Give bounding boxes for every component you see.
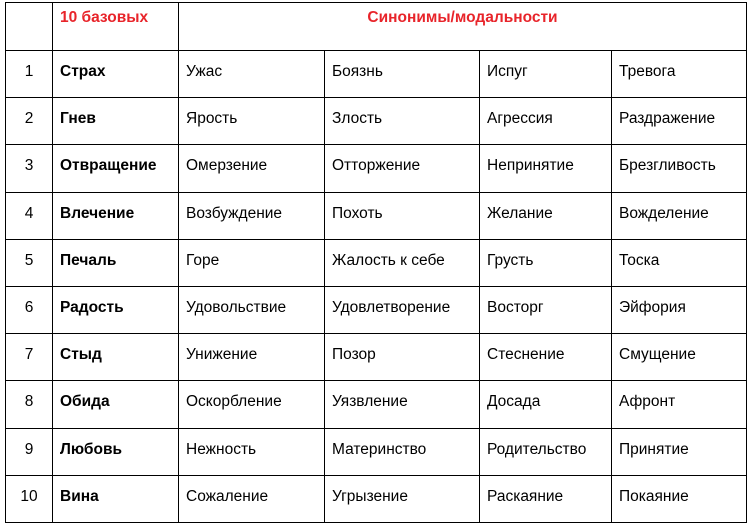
synonym-cell: Желание — [480, 192, 612, 239]
header-synonyms-cell: Синонимы/модальности — [179, 3, 747, 51]
synonym-cell: Покаяние — [612, 475, 747, 522]
row-number-cell: 7 — [6, 334, 53, 381]
base-emotion-cell: Печаль — [53, 239, 179, 286]
row-number-cell: 4 — [6, 192, 53, 239]
synonym-cell: Сожаление — [179, 475, 325, 522]
base-emotion-cell: Стыд — [53, 334, 179, 381]
synonym-cell: Принятие — [612, 428, 747, 475]
synonym-cell: Уязвление — [325, 381, 480, 428]
synonym-cell: Смущение — [612, 334, 747, 381]
synonym-cell: Восторг — [480, 286, 612, 333]
synonym-cell: Омерзение — [179, 145, 325, 192]
synonym-cell: Грусть — [480, 239, 612, 286]
synonym-cell: Ужас — [179, 51, 325, 98]
header-base-cell: 10 базовых — [53, 3, 179, 51]
synonym-cell: Горе — [179, 239, 325, 286]
synonym-cell: Брезгливость — [612, 145, 747, 192]
synonym-cell: Раскаяние — [480, 475, 612, 522]
row-number-cell: 10 — [6, 475, 53, 522]
synonym-cell: Боязнь — [325, 51, 480, 98]
table-row — [6, 239, 747, 286]
synonym-cell: Испуг — [480, 51, 612, 98]
table-row — [6, 428, 747, 475]
synonym-cell: Ярость — [179, 98, 325, 145]
row-number-cell: 8 — [6, 381, 53, 428]
row-number-cell: 6 — [6, 286, 53, 333]
table-row — [6, 98, 747, 145]
synonym-cell: Непринятие — [480, 145, 612, 192]
table-row — [6, 475, 747, 522]
synonym-cell: Афронт — [612, 381, 747, 428]
synonym-cell: Тревога — [612, 51, 747, 98]
table-row — [6, 51, 747, 98]
base-emotion-cell: Любовь — [53, 428, 179, 475]
synonym-cell: Материнство — [325, 428, 480, 475]
header-number-cell — [6, 3, 53, 51]
synonym-cell: Жалость к себе — [325, 239, 480, 286]
table-row — [6, 334, 747, 381]
table-row — [6, 192, 747, 239]
base-emotion-cell: Страх — [53, 51, 179, 98]
emotions-table — [5, 2, 747, 523]
synonym-cell: Оскорбление — [179, 381, 325, 428]
synonym-cell: Эйфория — [612, 286, 747, 333]
synonym-cell: Родительство — [480, 428, 612, 475]
row-number-cell: 5 — [6, 239, 53, 286]
base-emotion-cell: Радость — [53, 286, 179, 333]
base-emotion-cell: Влечение — [53, 192, 179, 239]
base-emotion-cell: Отвращение — [53, 145, 179, 192]
synonym-cell: Удовольствие — [179, 286, 325, 333]
synonym-cell: Агрессия — [480, 98, 612, 145]
synonym-cell: Вожделение — [612, 192, 747, 239]
synonym-cell: Злость — [325, 98, 480, 145]
table-row — [6, 286, 747, 333]
row-number-cell: 2 — [6, 98, 53, 145]
synonym-cell: Похоть — [325, 192, 480, 239]
table-row — [6, 381, 747, 428]
synonym-cell: Отторжение — [325, 145, 480, 192]
base-emotion-cell: Вина — [53, 475, 179, 522]
synonym-cell: Досада — [480, 381, 612, 428]
synonym-cell: Удовлетворение — [325, 286, 480, 333]
row-number-cell: 1 — [6, 51, 53, 98]
synonym-cell: Позор — [325, 334, 480, 381]
synonym-cell: Возбуждение — [179, 192, 325, 239]
row-number-cell: 3 — [6, 145, 53, 192]
synonym-cell: Тоска — [612, 239, 747, 286]
synonym-cell: Раздражение — [612, 98, 747, 145]
base-emotion-cell: Обида — [53, 381, 179, 428]
synonym-cell: Нежность — [179, 428, 325, 475]
synonym-cell: Угрызение — [325, 475, 480, 522]
table-row — [6, 145, 747, 192]
row-number-cell: 9 — [6, 428, 53, 475]
base-emotion-cell: Гнев — [53, 98, 179, 145]
synonym-cell: Стеснение — [480, 334, 612, 381]
table-header-row — [6, 3, 747, 51]
synonym-cell: Унижение — [179, 334, 325, 381]
